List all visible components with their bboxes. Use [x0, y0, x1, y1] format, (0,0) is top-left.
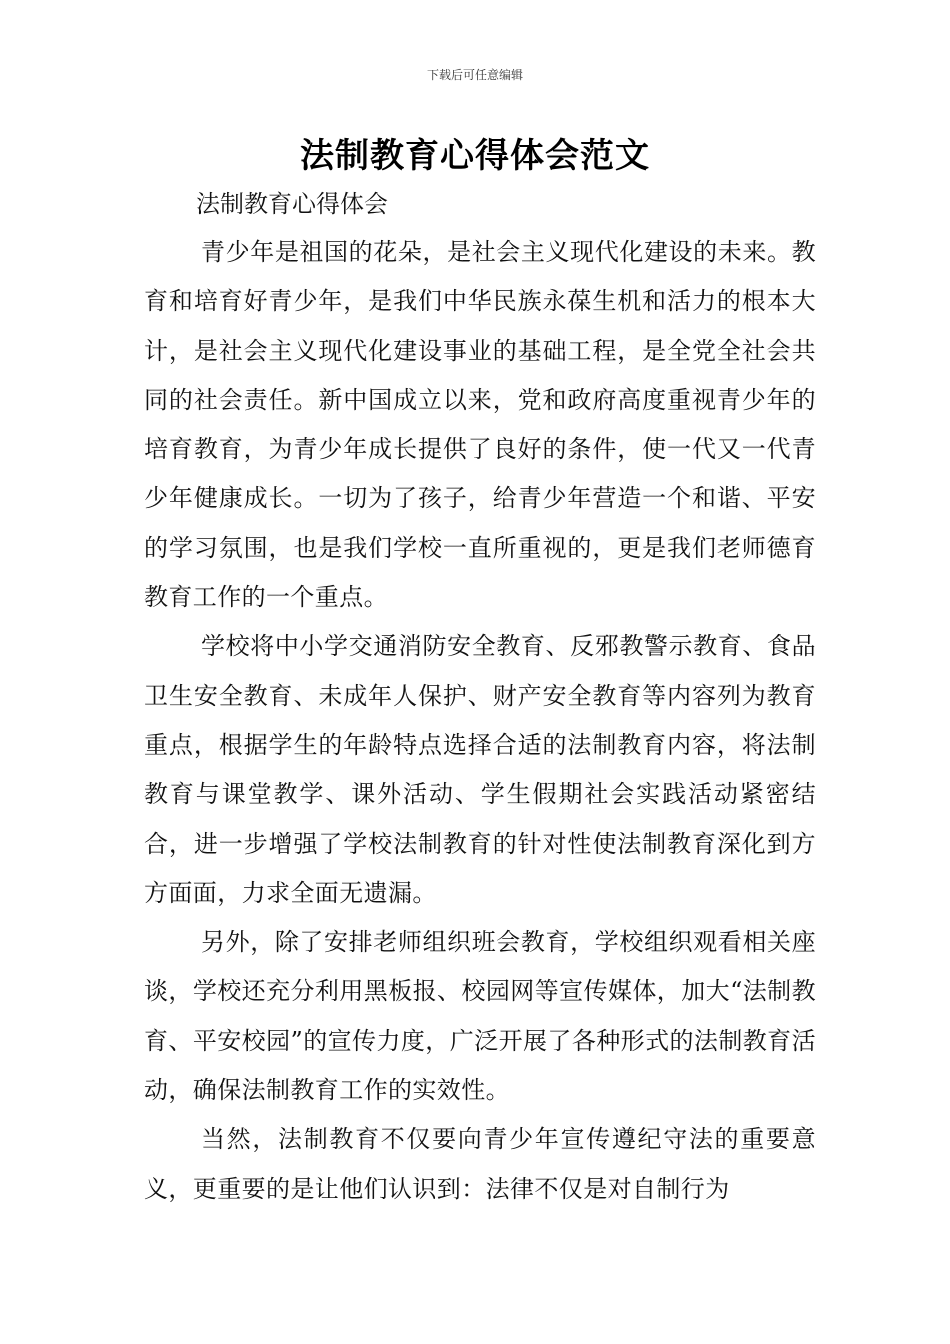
paragraph-1: 青少年是祖国的花朵，是社会主义现代化建设的未来。教育和培育好青少年，是我们中华民族永葆生机和活力的根本大计，是社会主义现代化建设事业的基础工程，是全党全社会共同的社会责任。新中国成立以来，党和政府高度重视青少年的培育教育，为青少年成长提供了良好的条件，使一代又一代青少年健康成长。一切为了孩子，给青少年营造一个和谐、平安的学习氛围，也是我们学校一直所重视的，更是我们老师德育教育工作的一个重点。 [144, 238, 816, 612]
document-body [144, 228, 816, 1214]
header-note: 下载后可任意编辑 [426, 68, 523, 82]
paragraph-3: 另外，除了安排老师组织班会教育，学校组织观看相关座谈，学校还充分利用黑板报、校园网等宣传媒体，加大“法制教育、平安校园”的宣传力度，广泛开展了各种形式的法制教育活动，确保法制教育工作的实效性。 [144, 928, 816, 1105]
document-title: 法制教育心得体会范文 [300, 136, 650, 176]
document-subtitle: 法制教育心得体会 [196, 190, 388, 218]
paragraph-4: 当然，法制教育不仅要向青少年宣传遵纪守法的重要意义，更重要的是让他们认识到：法律不仅是对自制行为 [144, 1125, 816, 1203]
paragraph-2: 学校将中小学交通消防安全教育、反邪教警示教育、食品卫生安全教育、未成年人保护、财产安全教育等内容列为教育重点，根据学生的年龄特点选择合适的法制教育内容，将法制教育与课堂教学、课外活动、学生假期社会实践活动紧密结合，进一步增强了学校法制教育的针对性使法制教育深化到方方面面，力求全面无遗漏。 [144, 632, 816, 907]
